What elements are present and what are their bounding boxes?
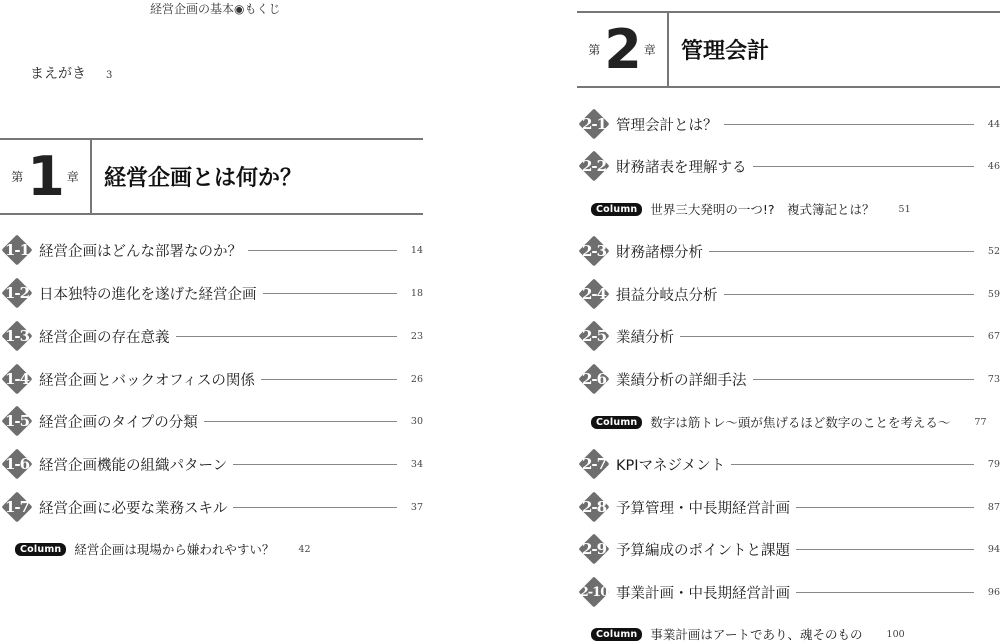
section-badge: 1-5 <box>0 404 34 438</box>
leader-line <box>233 507 397 508</box>
leader-line <box>724 124 975 125</box>
leader-line <box>731 464 974 465</box>
entry-page: 87 <box>987 501 1000 513</box>
leader-line <box>248 250 397 251</box>
section-badge: 2-5 <box>577 319 611 353</box>
entry-page: 67 <box>987 330 1000 342</box>
running-head: 経営企画の基本◉もくじ <box>150 2 281 16</box>
toc-entry-2-9[interactable] <box>577 532 1000 566</box>
entry-label: 経営企画とバックオフィスの関係 <box>39 372 255 389</box>
section-badge: 2-3 <box>577 234 611 268</box>
chapter-number-cell <box>0 140 92 213</box>
toc-entry-1-7[interactable] <box>0 490 423 524</box>
chapter-number: 2 <box>604 17 640 81</box>
entry-page: 79 <box>987 458 1000 470</box>
toc-entry-2-1[interactable] <box>577 107 1000 141</box>
toc-entry-2-2[interactable] <box>577 149 1000 183</box>
chapter-title: 経営企画とは何か？ <box>104 166 303 191</box>
leader-line <box>753 166 975 167</box>
section-badge: 2-8 <box>577 490 611 524</box>
column-entry[interactable] <box>591 624 905 644</box>
leader-line <box>204 421 397 422</box>
entry-page: 23 <box>410 330 423 342</box>
entry-page: 18 <box>410 287 423 299</box>
entry-page: 14 <box>410 244 423 256</box>
toc-entry-2-4[interactable] <box>577 277 1000 311</box>
toc-entry-2-7[interactable] <box>577 447 1000 481</box>
section-badge: 1-1 <box>0 233 34 267</box>
section-badge: 2-7 <box>577 447 611 481</box>
column-tag: Column <box>591 203 642 216</box>
leader-line <box>796 507 974 508</box>
chapter-prefix: 第 <box>588 43 601 57</box>
entry-page: 26 <box>410 373 423 385</box>
section-badge: 2-10 <box>577 575 611 609</box>
entry-label: 業績分析 <box>616 329 674 346</box>
column-tag: Column <box>591 416 642 429</box>
toc-entry-2-3[interactable] <box>577 234 1000 268</box>
chapter-1-header <box>0 138 423 215</box>
toc-entry-1-6[interactable] <box>0 447 423 481</box>
column-title: 数字は筋トレ〜頭が焦げるほど数字のことを考える〜 <box>650 415 951 430</box>
column-title: 事業計画はアートであり、魂そのもの <box>650 627 863 642</box>
chapter-prefix: 第 <box>11 170 24 184</box>
entry-label: 財務諸表を理解する <box>616 159 747 176</box>
section-badge: 1-2 <box>0 276 34 310</box>
leader-line <box>176 336 398 337</box>
toc-entry-1-4[interactable] <box>0 362 423 396</box>
chapter-suffix: 章 <box>643 43 656 57</box>
column-page: 100 <box>886 628 905 640</box>
column-entry[interactable] <box>591 199 911 219</box>
entry-label: 業績分析の詳細手法 <box>616 372 747 389</box>
column-title: 世界三大発明の一つ!? 複式簿記とは？ <box>650 202 875 217</box>
entry-label: 事業計画・中長期経営計画 <box>616 585 790 602</box>
section-badge: 2-2 <box>577 149 611 183</box>
section-badge: 1-3 <box>0 319 34 353</box>
entry-page: 46 <box>987 160 1000 172</box>
leader-line <box>796 549 974 550</box>
chapter-title: 管理会計 <box>681 39 770 64</box>
toc-entry-2-5[interactable] <box>577 319 1000 353</box>
section-badge: 2-1 <box>577 107 611 141</box>
entry-page: 59 <box>987 288 1000 300</box>
section-badge: 1-6 <box>0 447 34 481</box>
leader-line <box>753 379 975 380</box>
entry-label: 財務諸標分析 <box>616 244 703 261</box>
toc-entry-2-10[interactable] <box>577 575 1000 609</box>
entry-label: 予算編成のポイントと課題 <box>616 542 790 559</box>
entry-label: 経営企画はどんな部署なのか？ <box>39 243 242 260</box>
chapter-2-header <box>577 11 1000 88</box>
leader-line <box>261 379 397 380</box>
section-badge: 2-6 <box>577 362 611 396</box>
leader-line <box>709 251 974 252</box>
column-tag: Column <box>15 543 66 556</box>
leader-line <box>796 592 974 593</box>
entry-page: 94 <box>987 543 1000 555</box>
entry-label: 経営企画に必要な業務スキル <box>39 500 228 517</box>
toc-entry-1-3[interactable] <box>0 319 423 353</box>
entry-page: 34 <box>410 458 423 470</box>
toc-entry-1-2[interactable] <box>0 276 423 310</box>
preface-page: 3 <box>106 70 113 81</box>
leader-line <box>233 464 397 465</box>
column-title: 経営企画は現場から嫌われやすい？ <box>74 542 275 557</box>
column-page: 42 <box>298 543 311 555</box>
entry-label: KPIマネジメント <box>616 457 726 474</box>
toc-entry-2-6[interactable] <box>577 362 1000 396</box>
entry-page: 30 <box>410 415 423 427</box>
entry-label: 経営企画のタイプの分類 <box>39 414 198 431</box>
toc-entry-1-1[interactable] <box>0 233 423 267</box>
chapter-number: 1 <box>27 144 63 208</box>
entry-label: 予算管理・中長期経営計画 <box>616 500 790 517</box>
column-tag: Column <box>591 628 642 641</box>
column-page: 77 <box>974 416 987 428</box>
entry-page: 73 <box>987 373 1000 385</box>
leader-line <box>263 293 398 294</box>
toc-entry-1-5[interactable] <box>0 404 423 438</box>
entry-label: 経営企画機能の組織パターン <box>39 457 228 474</box>
section-badge: 1-4 <box>0 362 34 396</box>
entry-page: 52 <box>987 245 1000 257</box>
entry-label: 日本独特の進化を遂げた経営企画 <box>39 286 257 303</box>
entry-page: 44 <box>987 118 1000 130</box>
section-badge: 1-7 <box>0 490 34 524</box>
left-page <box>0 0 423 644</box>
chapter-suffix: 章 <box>66 170 79 184</box>
column-page: 51 <box>898 203 911 215</box>
entry-page: 37 <box>410 501 423 513</box>
section-badge: 2-4 <box>577 277 611 311</box>
column-entry[interactable] <box>591 412 987 432</box>
chapter-number-cell <box>577 13 669 86</box>
leader-line <box>680 336 974 337</box>
column-entry[interactable] <box>15 539 311 559</box>
preface-entry[interactable] <box>30 63 112 83</box>
preface-label: まえがき <box>30 66 86 82</box>
entry-label: 管理会計とは？ <box>616 117 718 134</box>
toc-entry-2-8[interactable] <box>577 490 1000 524</box>
leader-line <box>724 294 975 295</box>
section-badge: 2-9 <box>577 532 611 566</box>
entry-page: 96 <box>987 586 1000 598</box>
entry-label: 損益分岐点分析 <box>616 287 718 304</box>
entry-label: 経営企画の存在意義 <box>39 329 170 346</box>
right-page <box>577 0 1000 644</box>
